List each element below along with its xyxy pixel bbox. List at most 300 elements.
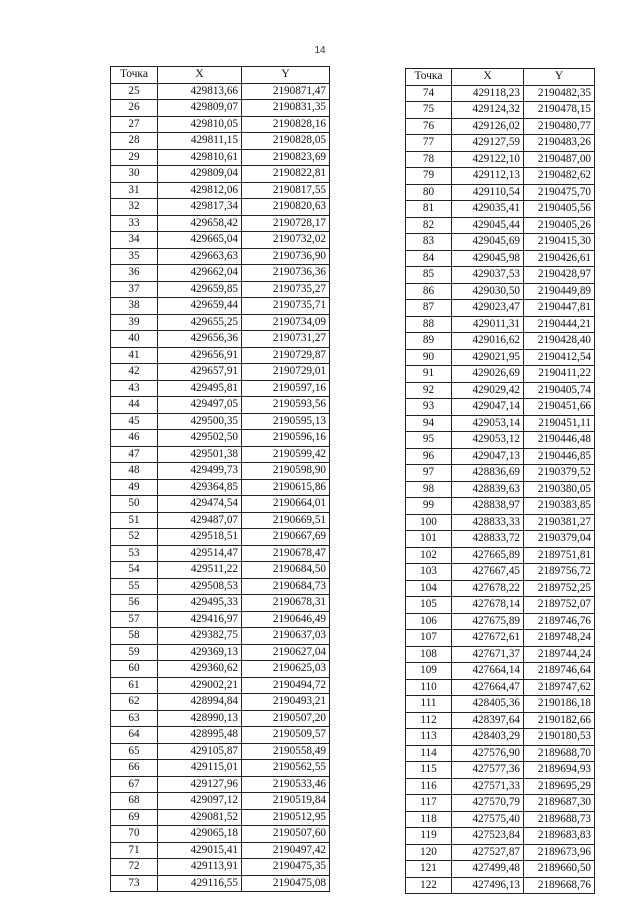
x-coordinate-cell: 428397,64 <box>452 712 524 729</box>
point-number-cell: 35 <box>111 248 158 265</box>
y-coordinate-cell: 2190669,51 <box>242 512 330 529</box>
x-coordinate-cell: 427527,87 <box>452 844 524 861</box>
x-coordinate-cell: 429065,18 <box>158 826 242 843</box>
point-number-cell: 75 <box>406 102 452 119</box>
table-row <box>111 743 330 760</box>
table-row <box>406 580 595 597</box>
x-coordinate-cell: 429029,42 <box>452 382 524 399</box>
point-number-cell: 103 <box>406 564 452 581</box>
x-coordinate-cell: 429382,75 <box>158 628 242 645</box>
table-row <box>406 514 595 531</box>
point-number-cell: 27 <box>111 116 158 133</box>
x-coordinate-cell: 429035,41 <box>452 201 524 218</box>
point-number-cell: 49 <box>111 479 158 496</box>
table-row <box>111 83 330 100</box>
x-coordinate-cell: 427664,14 <box>452 663 524 680</box>
x-coordinate-cell: 429495,33 <box>158 595 242 612</box>
x-coordinate-cell: 429817,34 <box>158 199 242 216</box>
point-number-cell: 111 <box>406 696 452 713</box>
point-number-cell: 78 <box>406 151 452 168</box>
table-row <box>406 465 595 482</box>
y-coordinate-cell: 2189688,73 <box>524 811 595 828</box>
table-row <box>406 432 595 449</box>
point-number-cell: 41 <box>111 347 158 364</box>
x-coordinate-cell: 429113,91 <box>158 859 242 876</box>
x-coordinate-cell: 429810,61 <box>158 149 242 166</box>
y-coordinate-cell: 2189694,93 <box>524 762 595 779</box>
y-coordinate-cell: 2190512,95 <box>242 809 330 826</box>
point-number-cell: 77 <box>406 135 452 152</box>
x-coordinate-cell: 429045,98 <box>452 250 524 267</box>
point-number-cell: 106 <box>406 613 452 630</box>
table-row <box>406 861 595 878</box>
point-number-cell: 52 <box>111 529 158 546</box>
y-coordinate-cell: 2190823,69 <box>242 149 330 166</box>
table-header-row <box>406 69 595 86</box>
x-coordinate-cell: 429662,04 <box>158 265 242 282</box>
x-coordinate-cell: 427671,37 <box>452 646 524 663</box>
x-coordinate-cell: 429655,25 <box>158 314 242 331</box>
x-coordinate-cell: 429116,55 <box>158 875 242 892</box>
table-row <box>406 102 595 119</box>
point-number-cell: 85 <box>406 267 452 284</box>
x-coordinate-cell: 429126,02 <box>452 118 524 135</box>
x-coordinate-cell: 429659,85 <box>158 281 242 298</box>
x-coordinate-cell: 429809,07 <box>158 100 242 117</box>
point-number-cell: 112 <box>406 712 452 729</box>
table-row <box>406 778 595 795</box>
table-row <box>111 677 330 694</box>
x-coordinate-cell: 428836,69 <box>452 465 524 482</box>
x-coordinate-cell: 429499,73 <box>158 463 242 480</box>
table-row <box>406 135 595 152</box>
table-row <box>111 182 330 199</box>
y-coordinate-cell: 2190828,05 <box>242 133 330 150</box>
table-row <box>111 281 330 298</box>
x-coordinate-cell: 428838,97 <box>452 498 524 515</box>
table-row <box>111 611 330 628</box>
table-row <box>111 166 330 183</box>
point-number-cell: 71 <box>111 842 158 859</box>
point-number-cell: 44 <box>111 397 158 414</box>
point-number-cell: 83 <box>406 234 452 251</box>
y-coordinate-cell: 2190507,20 <box>242 710 330 727</box>
table-row <box>406 613 595 630</box>
y-coordinate-cell: 2190735,27 <box>242 281 330 298</box>
point-number-cell: 62 <box>111 694 158 711</box>
table-row <box>406 333 595 350</box>
point-number-cell: 116 <box>406 778 452 795</box>
x-coordinate-cell: 428403,29 <box>452 729 524 746</box>
point-number-cell: 28 <box>111 133 158 150</box>
y-coordinate-cell: 2190736,36 <box>242 265 330 282</box>
table-row <box>111 149 330 166</box>
table-row <box>406 415 595 432</box>
y-coordinate-cell: 2190664,01 <box>242 496 330 513</box>
table-row <box>111 413 330 430</box>
point-number-cell: 69 <box>111 809 158 826</box>
table-row <box>111 298 330 315</box>
table-header-row <box>111 67 330 84</box>
point-number-cell: 100 <box>406 514 452 531</box>
y-coordinate-cell: 2190405,56 <box>524 201 595 218</box>
x-coordinate-cell: 428990,13 <box>158 710 242 727</box>
table-row <box>406 696 595 713</box>
table-row <box>111 100 330 117</box>
x-coordinate-cell: 429021,95 <box>452 349 524 366</box>
y-coordinate-cell: 2190828,16 <box>242 116 330 133</box>
point-number-cell: 79 <box>406 168 452 185</box>
point-number-cell: 64 <box>111 727 158 744</box>
point-number-cell: 107 <box>406 630 452 647</box>
x-coordinate-cell: 427665,89 <box>452 547 524 564</box>
x-coordinate-cell: 427675,89 <box>452 613 524 630</box>
x-coordinate-cell: 427577,36 <box>452 762 524 779</box>
x-coordinate-cell: 429497,05 <box>158 397 242 414</box>
x-coordinate-cell: 429002,21 <box>158 677 242 694</box>
x-coordinate-cell: 429047,13 <box>452 448 524 465</box>
point-number-cell: 110 <box>406 679 452 696</box>
table-row <box>111 644 330 661</box>
table-row <box>111 760 330 777</box>
point-number-cell: 91 <box>406 366 452 383</box>
x-coordinate-cell: 429023,47 <box>452 300 524 317</box>
y-coordinate-cell: 2190451,11 <box>524 415 595 432</box>
y-coordinate-cell: 2190684,50 <box>242 562 330 579</box>
point-number-cell: 89 <box>406 333 452 350</box>
y-coordinate-cell: 2189695,29 <box>524 778 595 795</box>
y-coordinate-cell: 2189668,76 <box>524 877 595 894</box>
table-row <box>111 842 330 859</box>
table-row <box>111 397 330 414</box>
coordinates-table-left <box>110 66 330 892</box>
point-number-cell: 58 <box>111 628 158 645</box>
x-coordinate-cell: 429105,87 <box>158 743 242 760</box>
y-coordinate-cell: 2190593,56 <box>242 397 330 414</box>
x-coordinate-cell: 429811,15 <box>158 133 242 150</box>
table-row <box>406 712 595 729</box>
table-row <box>111 265 330 282</box>
y-coordinate-cell: 2190381,27 <box>524 514 595 531</box>
table-row <box>111 776 330 793</box>
x-coordinate-cell: 429657,91 <box>158 364 242 381</box>
y-coordinate-cell: 2190667,69 <box>242 529 330 546</box>
y-coordinate-cell: 2189660,50 <box>524 861 595 878</box>
table-row <box>406 382 595 399</box>
table-row <box>111 529 330 546</box>
y-coordinate-cell: 2190822,81 <box>242 166 330 183</box>
point-number-cell: 55 <box>111 578 158 595</box>
point-number-cell: 46 <box>111 430 158 447</box>
header-x: X <box>452 69 524 86</box>
y-coordinate-cell: 2190380,05 <box>524 481 595 498</box>
table-row <box>406 168 595 185</box>
point-number-cell: 99 <box>406 498 452 515</box>
x-coordinate-cell: 428995,48 <box>158 727 242 744</box>
table-row <box>111 710 330 727</box>
y-coordinate-cell: 2190428,40 <box>524 333 595 350</box>
table-row <box>111 496 330 513</box>
table-row <box>406 184 595 201</box>
y-coordinate-cell: 2190383,85 <box>524 498 595 515</box>
point-number-cell: 67 <box>111 776 158 793</box>
y-coordinate-cell: 2189752,25 <box>524 580 595 597</box>
y-coordinate-cell: 2190497,42 <box>242 842 330 859</box>
point-number-cell: 115 <box>406 762 452 779</box>
table-row <box>111 661 330 678</box>
point-number-cell: 61 <box>111 677 158 694</box>
x-coordinate-cell: 429665,04 <box>158 232 242 249</box>
x-coordinate-cell: 427678,22 <box>452 580 524 597</box>
table-row <box>406 663 595 680</box>
point-number-cell: 60 <box>111 661 158 678</box>
x-coordinate-cell: 428405,36 <box>452 696 524 713</box>
x-coordinate-cell: 429127,96 <box>158 776 242 793</box>
point-number-cell: 68 <box>111 793 158 810</box>
y-coordinate-cell: 2190509,57 <box>242 727 330 744</box>
y-coordinate-cell: 2190493,21 <box>242 694 330 711</box>
table-row <box>406 498 595 515</box>
y-coordinate-cell: 2190729,87 <box>242 347 330 364</box>
y-coordinate-cell: 2190405,26 <box>524 217 595 234</box>
y-coordinate-cell: 2190475,70 <box>524 184 595 201</box>
x-coordinate-cell: 427575,40 <box>452 811 524 828</box>
point-number-cell: 45 <box>111 413 158 430</box>
table-row <box>406 597 595 614</box>
point-number-cell: 97 <box>406 465 452 482</box>
y-coordinate-cell: 2190599,42 <box>242 446 330 463</box>
point-number-cell: 113 <box>406 729 452 746</box>
table-row <box>111 331 330 348</box>
point-number-cell: 98 <box>406 481 452 498</box>
point-number-cell: 105 <box>406 597 452 614</box>
header-y: Y <box>524 69 595 86</box>
x-coordinate-cell: 429514,47 <box>158 545 242 562</box>
point-number-cell: 76 <box>406 118 452 135</box>
y-coordinate-cell: 2190426,61 <box>524 250 595 267</box>
point-number-cell: 66 <box>111 760 158 777</box>
point-number-cell: 50 <box>111 496 158 513</box>
point-number-cell: 109 <box>406 663 452 680</box>
y-coordinate-cell: 2190480,77 <box>524 118 595 135</box>
table-row <box>406 300 595 317</box>
x-coordinate-cell: 429127,59 <box>452 135 524 152</box>
y-coordinate-cell: 2190598,90 <box>242 463 330 480</box>
x-coordinate-cell: 427667,45 <box>452 564 524 581</box>
y-coordinate-cell: 2190483,26 <box>524 135 595 152</box>
table-row <box>406 250 595 267</box>
y-coordinate-cell: 2190412,54 <box>524 349 595 366</box>
point-number-cell: 119 <box>406 828 452 845</box>
y-coordinate-cell: 2190446,48 <box>524 432 595 449</box>
y-coordinate-cell: 2190478,15 <box>524 102 595 119</box>
x-coordinate-cell: 429026,69 <box>452 366 524 383</box>
y-coordinate-cell: 2190405,74 <box>524 382 595 399</box>
x-coordinate-cell: 429487,07 <box>158 512 242 529</box>
x-coordinate-cell: 429364,85 <box>158 479 242 496</box>
y-coordinate-cell: 2190597,16 <box>242 380 330 397</box>
point-number-cell: 82 <box>406 217 452 234</box>
header-y: Y <box>242 67 330 84</box>
point-number-cell: 92 <box>406 382 452 399</box>
point-number-cell: 70 <box>111 826 158 843</box>
x-coordinate-cell: 429656,36 <box>158 331 242 348</box>
table-row <box>406 448 595 465</box>
point-number-cell: 88 <box>406 316 452 333</box>
x-coordinate-cell: 428839,63 <box>452 481 524 498</box>
table-row <box>111 314 330 331</box>
y-coordinate-cell: 2190411,22 <box>524 366 595 383</box>
x-coordinate-cell: 429658,42 <box>158 215 242 232</box>
x-coordinate-cell: 429011,31 <box>452 316 524 333</box>
y-coordinate-cell: 2190728,17 <box>242 215 330 232</box>
table-row <box>111 512 330 529</box>
y-coordinate-cell: 2190428,97 <box>524 267 595 284</box>
point-number-cell: 36 <box>111 265 158 282</box>
table-row <box>111 347 330 364</box>
point-number-cell: 53 <box>111 545 158 562</box>
y-coordinate-cell: 2190831,35 <box>242 100 330 117</box>
point-number-cell: 74 <box>406 85 452 102</box>
point-number-cell: 38 <box>111 298 158 315</box>
table-row <box>406 349 595 366</box>
point-number-cell: 121 <box>406 861 452 878</box>
point-number-cell: 40 <box>111 331 158 348</box>
y-coordinate-cell: 2190736,90 <box>242 248 330 265</box>
table-row <box>111 562 330 579</box>
y-coordinate-cell: 2190446,85 <box>524 448 595 465</box>
y-coordinate-cell: 2190519,84 <box>242 793 330 810</box>
x-coordinate-cell: 427571,33 <box>452 778 524 795</box>
y-coordinate-cell: 2190449,89 <box>524 283 595 300</box>
point-number-cell: 48 <box>111 463 158 480</box>
x-coordinate-cell: 429659,44 <box>158 298 242 315</box>
x-coordinate-cell: 429495,81 <box>158 380 242 397</box>
table-row <box>406 234 595 251</box>
table-row <box>406 399 595 416</box>
table-row <box>406 564 595 581</box>
x-coordinate-cell: 427672,61 <box>452 630 524 647</box>
point-number-cell: 101 <box>406 531 452 548</box>
table-row <box>111 545 330 562</box>
point-number-cell: 114 <box>406 745 452 762</box>
table-row <box>406 844 595 861</box>
x-coordinate-cell: 429809,04 <box>158 166 242 183</box>
point-number-cell: 32 <box>111 199 158 216</box>
y-coordinate-cell: 2190379,04 <box>524 531 595 548</box>
y-coordinate-cell: 2190447,81 <box>524 300 595 317</box>
y-coordinate-cell: 2189687,30 <box>524 795 595 812</box>
point-number-cell: 120 <box>406 844 452 861</box>
y-coordinate-cell: 2189683,83 <box>524 828 595 845</box>
point-number-cell: 104 <box>406 580 452 597</box>
y-coordinate-cell: 2190451,66 <box>524 399 595 416</box>
y-coordinate-cell: 2190627,04 <box>242 644 330 661</box>
y-coordinate-cell: 2190415,30 <box>524 234 595 251</box>
x-coordinate-cell: 429112,13 <box>452 168 524 185</box>
y-coordinate-cell: 2190558,49 <box>242 743 330 760</box>
y-coordinate-cell: 2190182,66 <box>524 712 595 729</box>
y-coordinate-cell: 2190729,01 <box>242 364 330 381</box>
table-row <box>111 380 330 397</box>
point-number-cell: 29 <box>111 149 158 166</box>
point-number-cell: 51 <box>111 512 158 529</box>
x-coordinate-cell: 429047,14 <box>452 399 524 416</box>
y-coordinate-cell: 2189747,62 <box>524 679 595 696</box>
x-coordinate-cell: 429030,50 <box>452 283 524 300</box>
y-coordinate-cell: 2190533,46 <box>242 776 330 793</box>
table-row <box>406 762 595 779</box>
x-coordinate-cell: 429015,41 <box>158 842 242 859</box>
table-row <box>111 727 330 744</box>
y-coordinate-cell: 2190871,47 <box>242 83 330 100</box>
point-number-cell: 33 <box>111 215 158 232</box>
table-row <box>111 826 330 843</box>
y-coordinate-cell: 2189746,64 <box>524 663 595 680</box>
table-row <box>406 531 595 548</box>
table-row <box>111 793 330 810</box>
point-number-cell: 47 <box>111 446 158 463</box>
y-coordinate-cell: 2190820,63 <box>242 199 330 216</box>
y-coordinate-cell: 2190180,53 <box>524 729 595 746</box>
table-row <box>111 809 330 826</box>
x-coordinate-cell: 429369,13 <box>158 644 242 661</box>
x-coordinate-cell: 429508,53 <box>158 578 242 595</box>
y-coordinate-cell: 2190678,31 <box>242 595 330 612</box>
point-number-cell: 73 <box>111 875 158 892</box>
point-number-cell: 86 <box>406 283 452 300</box>
point-number-cell: 90 <box>406 349 452 366</box>
x-coordinate-cell: 429813,66 <box>158 83 242 100</box>
table-row <box>111 199 330 216</box>
table-row <box>406 877 595 894</box>
x-coordinate-cell: 429511,22 <box>158 562 242 579</box>
point-number-cell: 56 <box>111 595 158 612</box>
point-number-cell: 63 <box>111 710 158 727</box>
y-coordinate-cell: 2190494,72 <box>242 677 330 694</box>
x-coordinate-cell: 429502,50 <box>158 430 242 447</box>
table-row <box>111 628 330 645</box>
table-row <box>406 745 595 762</box>
y-coordinate-cell: 2190646,49 <box>242 611 330 628</box>
point-number-cell: 57 <box>111 611 158 628</box>
table-row <box>111 133 330 150</box>
y-coordinate-cell: 2190615,86 <box>242 479 330 496</box>
table-row <box>111 463 330 480</box>
x-coordinate-cell: 429812,06 <box>158 182 242 199</box>
page-number: 14 <box>314 45 326 56</box>
x-coordinate-cell: 428994,84 <box>158 694 242 711</box>
point-number-cell: 80 <box>406 184 452 201</box>
x-coordinate-cell: 429045,44 <box>452 217 524 234</box>
y-coordinate-cell: 2190734,09 <box>242 314 330 331</box>
y-coordinate-cell: 2190732,02 <box>242 232 330 249</box>
x-coordinate-cell: 429110,54 <box>452 184 524 201</box>
table-row <box>111 875 330 892</box>
table-row <box>111 694 330 711</box>
x-coordinate-cell: 427576,90 <box>452 745 524 762</box>
header-point: Точка <box>111 67 158 84</box>
x-coordinate-cell: 427496,13 <box>452 877 524 894</box>
table-row <box>406 316 595 333</box>
header-x: X <box>158 67 242 84</box>
x-coordinate-cell: 427570,79 <box>452 795 524 812</box>
table-row <box>406 118 595 135</box>
x-coordinate-cell: 429656,91 <box>158 347 242 364</box>
table-row <box>406 679 595 696</box>
point-number-cell: 122 <box>406 877 452 894</box>
x-coordinate-cell: 429115,01 <box>158 760 242 777</box>
